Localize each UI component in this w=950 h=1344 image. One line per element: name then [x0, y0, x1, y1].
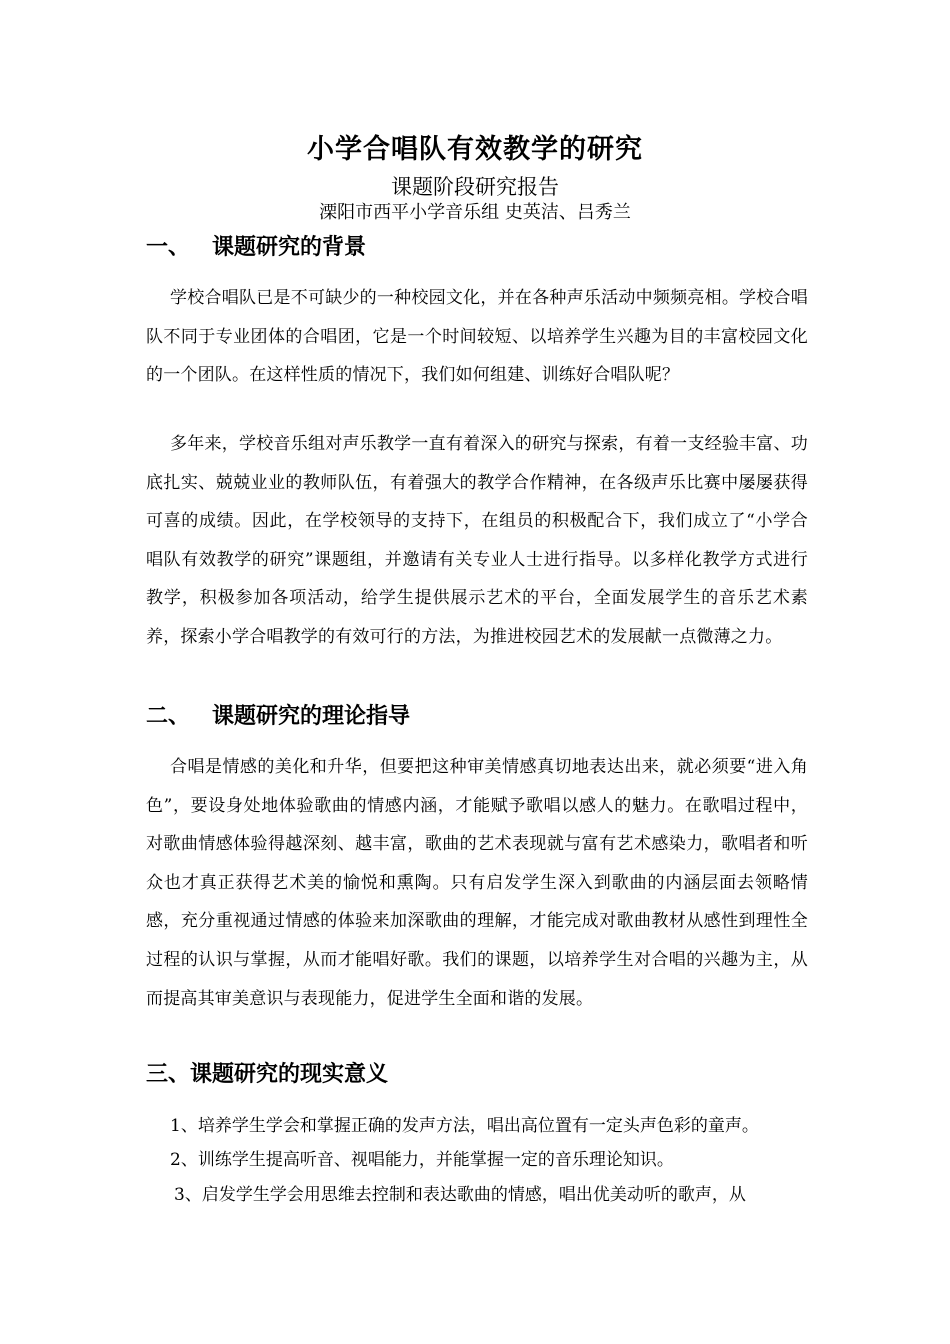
list-item: 1、培养学生学会和掌握正确的发声方法，唱出高位置有一定头声色彩的童声。 [170, 1116, 759, 1136]
paragraph: 合唱是情感的美化和升华，但要把这种审美情感真切地表达出来，就必须要“进入角色”，要设身处地体验歌曲的情感内涵，才能赋予歌唱以感人的魅力。在歌唱过程中，对歌曲情感体验得越深刻、越丰富，歌曲的艺术表现就与富有艺术感染力，歌唱者和听众也才真正获得艺术美的愉悦和熏陶。只有启发学生深入到歌曲的内涵层面去领略情感，充分重视通过情感的体验来加深歌曲的理解，才能完成对歌曲教材从感性到理性全过程的认识与掌握，从而才能唱好歌。我们的课题，以培养学生对合唱的兴趣为主，从而提高其审美意识与表现能力，促进学生全面和谐的发展。 [146, 757, 808, 1009]
section-number: 二、 [146, 704, 191, 729]
document-authors: 溧阳市西平小学音乐组 史英洁、吕秀兰 [319, 202, 631, 223]
section-heading-theory [146, 702, 410, 732]
list-item: 2、训练学生提高听音、视唱能力，并能掌握一定的音乐理论知识。 [170, 1150, 674, 1170]
paragraph: 学校合唱队已是不可缺少的一种校园文化，并在各种声乐活动中频频亮相。学校合唱队不同于专业团体的合唱团，它是一个时间较短、以培养学生兴趣为目的丰富校园文化的一个团队。在这样性质的情况下，我们如何组建、训练好合唱队呢？ [146, 288, 808, 386]
section-title: 课题研究的现实意义 [190, 1062, 389, 1087]
section-number: 三、 [146, 1062, 191, 1087]
section-title: 课题研究的理论指导 [212, 704, 411, 729]
section-number: 一、 [146, 235, 191, 260]
document-title: 小学合唱队有效教学的研究 [307, 134, 643, 165]
section-heading-significance [146, 1060, 388, 1090]
section-title: 课题研究的背景 [212, 235, 367, 260]
section-heading-background [146, 233, 366, 263]
paragraph: 多年来，学校音乐组对声乐教学一直有着深入的研究与探索，有着一支经验丰富、功底扎实、兢兢业业的教师队伍，有着强大的教学合作精神，在各级声乐比赛中屡屡获得可喜的成绩。因此，在学校领导的支持下，在组员的积极配合下，我们成立了“小学合唱队有效教学的研究”课题组，并邀请有关专业人士进行指导。以多样化教学方式进行教学，积极参加各项活动，给学生提供展示艺术的平台，全面发展学生的音乐艺术素养，探索小学合唱教学的有效可行的方法，为推进校园艺术的发展献一点微薄之力。 [146, 434, 808, 647]
document-subtitle: 课题阶段研究报告 [391, 175, 559, 199]
list-item: 3、启发学生学会用思维去控制和表达歌曲的情感，唱出优美动听的歌声，从 [174, 1185, 746, 1205]
